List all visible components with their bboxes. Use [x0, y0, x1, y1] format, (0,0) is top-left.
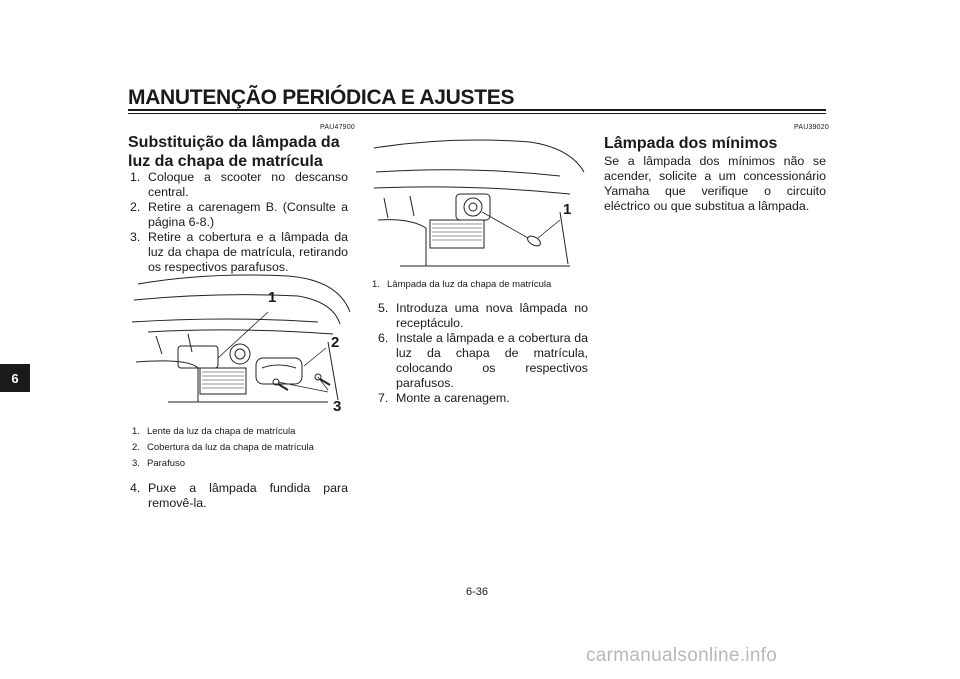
list-item: 1. Lente da luz da chapa de matrícula: [132, 426, 296, 437]
header-rule-thick: [128, 109, 826, 111]
figure-license-bulb: [370, 128, 588, 270]
list-item: 5. Introduza uma nova lâmpada no receptáculo.: [378, 301, 588, 330]
figure-callout-1: 1: [268, 289, 277, 306]
list-item: 2. Retire a carenagem B. (Consulte a página 6-8.): [130, 200, 348, 229]
chapter-tab: 6: [0, 364, 30, 392]
section-heading: Lâmpada dos mínimos: [604, 135, 778, 152]
list-item: 4. Puxe a lâmpada fundida para removê-la.: [130, 481, 348, 510]
header-rule-thin: [128, 113, 826, 114]
list-item: 1. Coloque a scooter no descanso central.: [130, 170, 348, 199]
paragraph: Se a lâmpada dos mínimos não se acender, solicite a um concessionário Yamaha que verifique o circuito eléctrico ou que substitua a lâmpada.: [604, 154, 826, 213]
figure-captions-2: [372, 277, 592, 293]
list-item: 3. Parafuso: [132, 458, 186, 469]
figure-license-light-removal: [128, 272, 354, 420]
list-item: 2. Cobertura da luz da chapa de matrícula: [132, 442, 314, 453]
page-number: 6-36: [466, 586, 489, 598]
steps-list-2: [130, 481, 348, 511]
watermark: carmanualsonline.info: [586, 645, 778, 666]
figure-callout-1b: 1: [563, 201, 572, 218]
section-code: PAU39020: [794, 124, 829, 131]
figure-callout-2: 2: [331, 334, 340, 351]
figure-callout-3: 3: [333, 398, 342, 415]
list-item: 6. Instale a lâmpada e a cobertura da luz da chapa de matrícula, colocando os respectivos parafusos.: [378, 331, 588, 390]
list-item: 3. Retire a cobertura e a lâmpada da luz da chapa de matrícula, retirando os respectivos parafusos.: [130, 230, 348, 274]
page-title: MANUTENÇÃO PERIÓDICA E AJUSTES: [128, 86, 515, 109]
steps-list-1: [130, 170, 348, 275]
figure-captions-1: [132, 424, 352, 472]
steps-list-3: [378, 301, 588, 406]
list-item: 1. Lâmpada da luz da chapa de matrícula: [372, 279, 552, 290]
section-heading: Substituição da lâmpada da luz da chapa de matrícula: [128, 134, 340, 170]
section-code: PAU47900: [320, 124, 355, 131]
list-item: 7. Monte a carenagem.: [378, 391, 510, 405]
